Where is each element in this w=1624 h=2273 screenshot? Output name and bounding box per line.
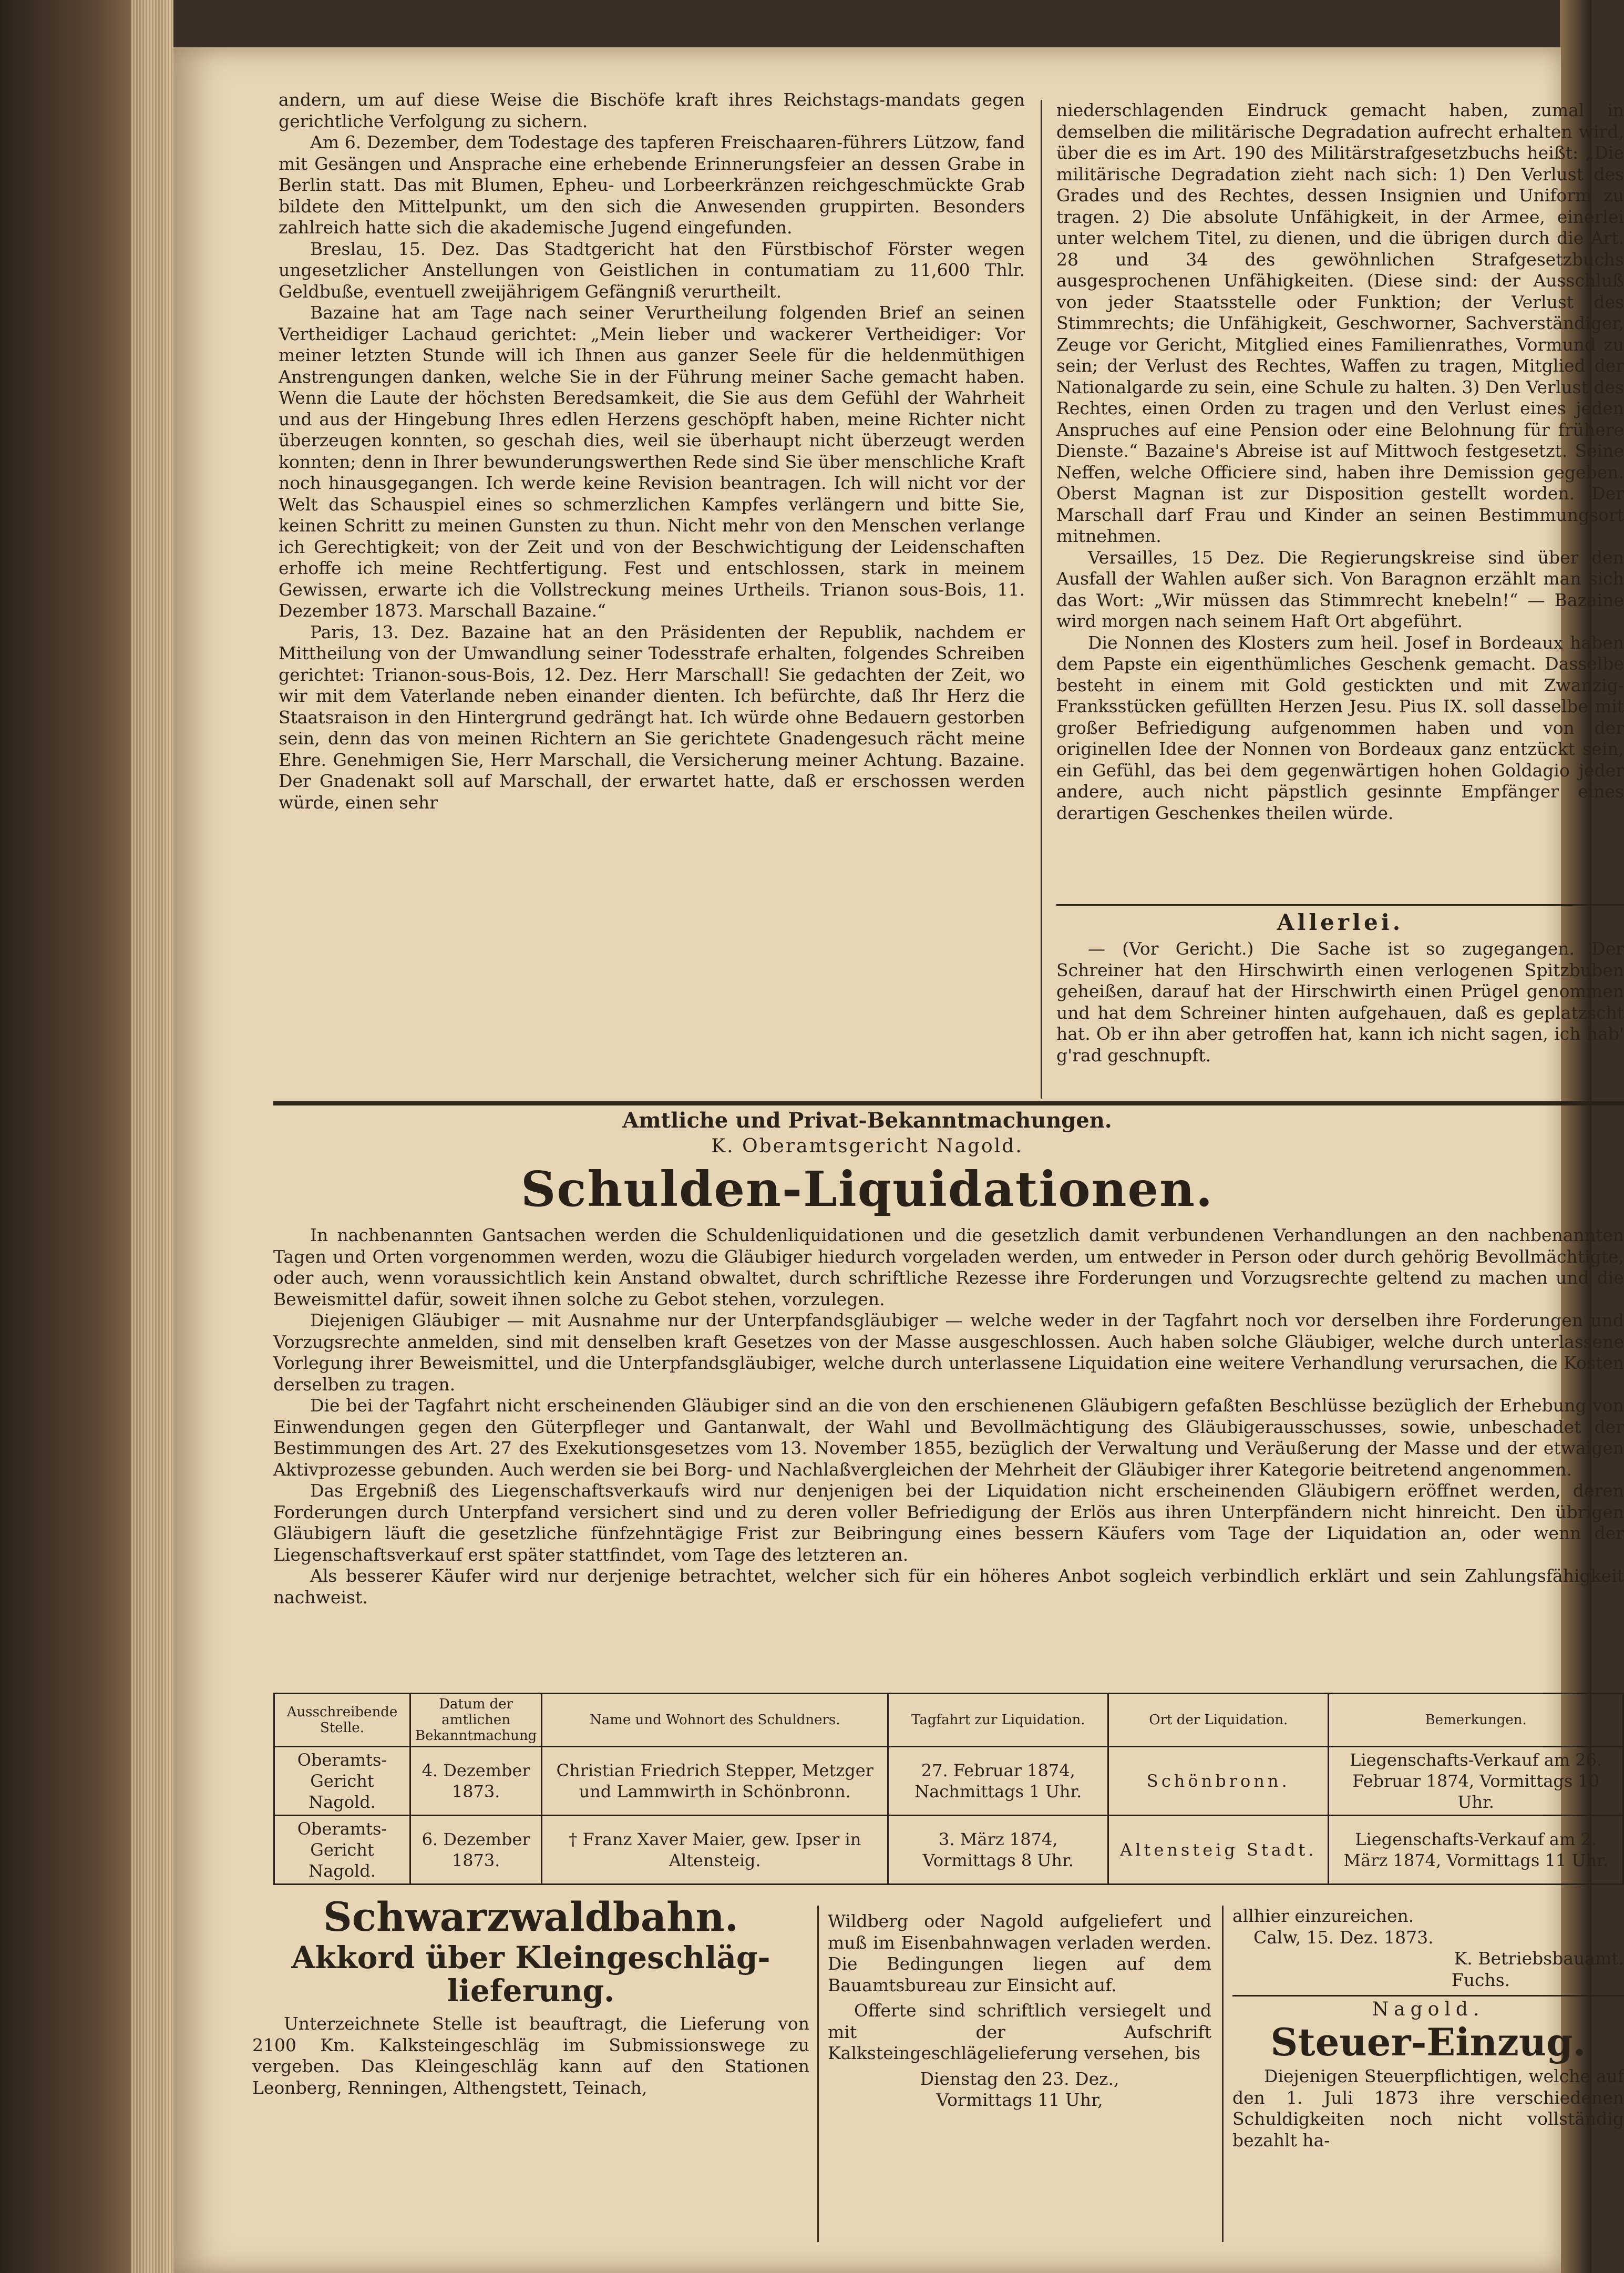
ad-signature — [1232, 1906, 1624, 1991]
table-cell: 4. Dezember 1873. — [410, 1747, 542, 1816]
ad-text: allhier einzureichen. — [1232, 1906, 1414, 1926]
table-header-row — [274, 1694, 1623, 1747]
paragraph: Bazaine hat am Tage nach seiner Verurtheilung folgenden Brief an seinen Vertheidiger Lachaud gerichtet: „Mein lieber und wackerer Vertheidiger: Vor meiner letzten Stunde will ich Ihnen aus ganzer Seele für die heldenmüthigen Anstrengungen danken, welche Sie in der Führung meiner Sache gemacht haben. Wenn die Laute der höchsten Beredsamkeit, die Sie aus dem Gefühl der Wahrheit und aus der Hingebung Ihres edlen Herzens geschöpft haben, meine Richter nicht überzeugen konnten, so geschah dies, weil sie überhaupt nicht überzeugt werden konnten; denn in Ihrer bewunderungswerthen Rede sind Sie über menschliche Kraft noch hinausgegangen. Ich werde keine Revision beantragen. Ich will nicht vor der Welt das Schauspiel eines so schmerzlichen Kampfes verlängern und bitte Sie, keinen Schritt zu meinen Gunsten zu thun. Nicht mehr von den Menschen verlange ich Gerechtigkeit; von der Zeit und von der Beschwichtigung der Leidenschaften erhoffe ich meine Rechtfertigung. Fest und entschlossen, stark in meinem Gewissen, erwarte ich die Vollstreckung meines Urtheils. Trianon sous-Bois, 11. Dezember 1873. Marschall Bazaine.“ — [279, 302, 1025, 621]
allerlei-heading: Allerlei. — [1277, 909, 1404, 935]
ad-divider — [1222, 1906, 1224, 2242]
table-row — [274, 1816, 1623, 1885]
paragraph: Als besserer Käufer wird nur derjenige betrachtet, welcher sich für ein höheres Anbot sogleich verbindlich erklärt und sein Zahlungsfähigkeit nachweist. — [273, 1565, 1624, 1608]
header-cell: Ausschreibende Stelle. — [274, 1694, 410, 1747]
ad-subtitle: Akkord über Kleingeschläg-lieferung. — [291, 1939, 770, 2009]
paragraph: Breslau, 15. Dez. Das Stadtgericht hat den Fürstbischof Förster wegen ungesetzlicher Anstellungen von Geistlichen in contumatiam zu 11,600 Thlr. Geldbuße, eventuell zweijährigem Gefängniß verurtheilt. — [279, 238, 1025, 302]
liquidation-table — [273, 1693, 1624, 1885]
ad-schwarzwaldbahn-continued — [828, 1911, 1211, 2111]
paragraph: Das Ergebniß des Liegenschaftsverkaufs wird nur denjenigen bei der Liquidation nicht erscheinenden Gläubigern eröffnet werden, deren Forderungen durch Unterpfand versichert sind und zu deren voller Befriedigung der Erlös aus ihren Unterpfändern nicht hinreicht. Den übrigen Gläubigern läuft die gesetzliche fünfzehntägige Frist zur Beibringung eines bessern Käufers vom Tage der Liquidation an, oder wenn der Liegenschaftsverkauf erst später stattfindet, vom Tage des letzteren an. — [273, 1480, 1624, 1565]
paragraph: andern, um auf diese Weise die Bischöfe kraft ihres Reichstags-mandats gegen gerichtliche Verfolgung zu sichern. — [279, 89, 1025, 131]
ad-steuer — [1232, 1999, 1624, 2151]
table-cell: Christian Friedrich Stepper, Metzger und Lammwirth in Schönbronn. — [542, 1747, 888, 1816]
ad-text: Offerte sind schriftlich versiegelt und mit der Aufschrift Kalksteingeschlägelieferung versehen, bis — [828, 2000, 1211, 2063]
header-cell: Tagfahrt zur Liquidation. — [888, 1694, 1108, 1747]
ad-title: Steuer-Einzug. — [1270, 2020, 1586, 2064]
notice-title: Schulden-Liquidationen. — [520, 1161, 1214, 1217]
header-cell: Bemerkungen. — [1329, 1694, 1623, 1747]
table-cell: Oberamts-Gericht Nagold. — [274, 1816, 410, 1885]
paragraph: Die Nonnen des Klosters zum heil. Josef in Bordeaux haben dem Papste ein eigenthümliches Geschenk gemacht. Dasselbe besteht in einem mit Gold gestickten und mit Zwanzig-Franksstücken gefüllten Herzen Jesu. Pius IX. soll dasselbe mit großer Befriedigung aufgenommen haben und von der originellen Idee der Nonnen von Bordeaux ganz entzückt sein, ein Gefühl, das bei dem gegenwärtigen hohen Goldagio jeder andere, auch nicht päpstlich gesinnte Empfänger eines derartigen Geschenkes theilen würde. — [1056, 632, 1624, 823]
table-row — [274, 1747, 1623, 1816]
header-cell: Name und Wohnort des Schuldners. — [542, 1694, 888, 1747]
column-left — [279, 89, 1025, 813]
ad-signer: Fuchs. — [1451, 1969, 1510, 1990]
court-name: K. Oberamtsgericht Nagold. — [711, 1135, 1023, 1157]
ad-divider — [817, 1906, 819, 2242]
paragraph: Versailles, 15 Dez. Die Regierungskreise sind über den Ausfall der Wahlen außer sich. Von Baragnon erzählt man sich das Wort: „Wir müssen das Stimmrecht knebeln!“ — Bazaine wird morgen nach seinem Haft Ort abgeführt. — [1056, 547, 1624, 631]
ad-authority: K. Betriebsbauamt. — [1454, 1948, 1624, 1969]
newspaper-page — [173, 47, 1624, 2273]
ad-place: Nagold. — [1372, 1999, 1485, 2020]
ad-text: Unterzeichnete Stelle ist beauftragt, die Lieferung von 2100 Km. Kalksteingeschläg im Submissionswege zu vergeben. Das Kleingeschläg kann auf den Stationen Leonberg, Renningen, Althengstett, Teinach, — [252, 2013, 809, 2098]
ad-rule — [1232, 1995, 1624, 1996]
column-divider — [1041, 100, 1042, 1099]
table-cell: Liegenschafts-Verkauf am 26. Februar 1874, Vormittags 10 Uhr. — [1329, 1747, 1623, 1816]
paragraph: In nachbenannten Gantsachen werden die Schuldenliquidationen und die gesetzlich damit verbundenen Verhandlungen an den nachbenannten Tagen und Orten vorgenommen werden, wozu die Gläubiger hiedurch vorgeladen werden, um entweder in Person oder durch gehörig Bevollmächtigte, oder auch, wenn voraussichtlich kein Anstand obwaltet, durch schriftliche Rezesse ihre Forderungen und Vorzugsrechte geltend zu machen und die Beweismittel dafür, soweit ihnen solche zu Gebot stehen, vorzulegen. — [273, 1225, 1624, 1309]
ad-text: Wildberg oder Nagold aufgeliefert und muß im Eisenbahnwagen verladen werden. Die Bedingungen liegen auf dem Bauamtsbureau zur Einsicht auf. — [828, 1911, 1211, 1995]
header-cell: Datum der amtlichen Bekanntmachung — [410, 1694, 542, 1747]
header-cell: Ort der Liquidation. — [1108, 1694, 1329, 1747]
table-cell: † Franz Xaver Maier, gew. Ipser in Altensteig. — [542, 1816, 888, 1885]
notice-body — [273, 1225, 1624, 1608]
column-right — [1056, 100, 1624, 824]
ad-text: Diejenigen Steuerpflichtigen, welche auf den 1. Juli 1873 ihre verschiedenen Schuldigkeiten noch nicht vollständig bezahlt ha- — [1232, 2066, 1624, 2151]
table-cell: 6. Dezember 1873. — [410, 1816, 542, 1885]
table-cell: Schönbronn. — [1108, 1747, 1329, 1816]
table-cell: Liegenschafts-Verkauf am 2. März 1874, Vormittags 11 Uhr. — [1329, 1816, 1623, 1885]
table-cell: 3. März 1874, Vormittags 8 Uhr. — [888, 1816, 1108, 1885]
paragraph: Paris, 13. Dez. Bazaine hat an den Präsidenten der Republik, nachdem er Mittheilung von der Umwandlung seiner Todesstrafe erhalten, folgendes Schreiben gerichtet: Trianon-sous-Bois, 12. Dez. Herr Marschall! Sie gedachten der Zeit, wo wir mit dem Vaterlande neben einander dienten. Ich befürchte, daß Ihr Herz die Staatsraison in den Hintergrund gedrängt hat. Ich würde ohne Bedauern gestorben sein, denn das von meinen Richtern an Sie gerichtete Gnadengesuch rächt meine Ehre. Genehmigen Sie, Herr Marschall, die Versicherung meiner Achtung. Bazaine. Der Gnadenakt soll auf Marschall, der erwartet hatte, daß er erschossen werden würde, einen sehr — [279, 621, 1025, 813]
ad-deadline: Dienstag den 23. Dez., — [920, 2068, 1119, 2089]
ad-schwarzwaldbahn — [252, 1895, 809, 2098]
ad-date: Calw, 15. Dez. 1873. — [1253, 1927, 1434, 1948]
paragraph: niederschlagenden Eindruck gemacht haben, zumal in demselben die militärische Degradation aufrecht erhalten wird, über die es im Art. 190 des Militärstrafgesetzbuchs heißt: „Die militärische Degradation zieht nach sich: 1) Den Verlust des Grades und des Rechtes, dessen Insignien und Uniform zu tragen. 2) Die absolute Unfähigkeit, in der Armee, einerlei unter welchem Titel, zu dienen, und die übrigen durch die Art. 28 und 34 des gewöhnlichen Strafgesetzbuchs ausgesprochenen Unfähigkeiten. (Diese sind: der Ausschluß von jeder Staatsstelle oder Funktion; der Verlust des Stimmrechts; die Unfähigkeit, Geschworner, Sachverständiger, Zeuge vor Gericht, Mitglied eines Familienrathes, Vormund zu sein; der Verlust des Rechtes, Waffen zu tragen, Mitglied der Nationalgarde zu sein, eine Schule zu halten. 3) Den Verlust des Rechtes, einen Orden zu tragen und den Verlust eines jeden Anspruches auf eine Pension oder eine Belohnung für frühere Dienste.“ Bazaine's Abreise ist auf Mittwoch festgesetzt. Seine Neffen, welche Officiere sind, haben ihre Demission gegeben. Oberst Magnan ist zur Disposition gestellt worden. Der Marschall darf Frau und Kinder an seinen Bestimmungsort mitnehmen. — [1056, 100, 1624, 546]
ad-deadline-time: Vormittags 11 Uhr, — [936, 2090, 1103, 2110]
ad-title: Schwarzwaldbahn. — [323, 1893, 739, 1940]
paragraph: Diejenigen Gläubiger — mit Ausnahme nur der Unterpfandsgläubiger — welche weder in der Tagfahrt noch vor derselben ihre Forderungen und Vorzugsrechte anmelden, sind mit denselben kraft Gesetzes von der Masse ausgeschlossen. Auch haben solche Gläubiger, welche durch unterlassene Vorlegung ihrer Beweismittel, und die Unterpfandsgläubiger, welche durch unterlassene Liquidation eine weitere Verhandlung verursachen, die Kosten derselben zu tragen. — [273, 1310, 1624, 1395]
paragraph: Am 6. Dezember, dem Todestage des tapferen Freischaaren-führers Lützow, fand mit Gesängen und Ansprache eine erhebende Erinnerungsfeier an dessen Grabe in Berlin statt. Das mit Blumen, Epheu- und Lorbeerkränzen reichgeschmückte Grab bildete den Mittelpunkt, um den sich die Anwesenden gruppirten. Besonders zahlreich hatte sich die akademische Jugend eingefunden. — [279, 132, 1025, 238]
book-binding — [0, 0, 173, 2273]
section-rule — [273, 1101, 1624, 1105]
table-cell: Oberamts-Gericht Nagold. — [274, 1747, 410, 1816]
table-cell: Altensteig Stadt. — [1108, 1816, 1329, 1885]
paragraph: — (Vor Gericht.) Die Sache ist so zugegangen. Der Schreiner hat den Hirschwirth einen verlogenen Spitzbuben geheißen, darauf hat der Hirschwirth einen Prügel genommen und hat dem Schreiner hinten aufgehauen, daß es geplatzscht hat. Ob er ihn aber getroffen hat, kann ich nicht sagen, ich hab' g'rad geschnupft. — [1056, 938, 1624, 1066]
paragraph: Die bei der Tagfahrt nicht erscheinenden Gläubiger sind an die von den erschienenen Gläubigern gefaßten Beschlüsse bezüglich der Erhebung von Einwendungen gegen den Güterpfleger und Gantanwalt, der Wahl und Bevollmächtigung des Gläubigerausschusses, sowie, unbeschadet der Bestimmungen des Art. 27 des Exekutionsgesetzes vom 13. November 1855, bezüglich der Verwaltung und Veräußerung der Masse und der etwaigen Aktivprozesse gebunden. Auch werden sie bei Borg- und Nachlaßvergleichen der Mehrheit der Gläubiger ihrer Kategorie beitretend angenommen. — [273, 1395, 1624, 1480]
table-cell: 27. Februar 1874, Nachmittags 1 Uhr. — [888, 1747, 1108, 1816]
allerlei-text — [1056, 938, 1624, 1066]
allerlei-rule-top — [1056, 904, 1624, 906]
section-title: Amtliche und Privat-Bekanntmachungen. — [622, 1108, 1112, 1133]
